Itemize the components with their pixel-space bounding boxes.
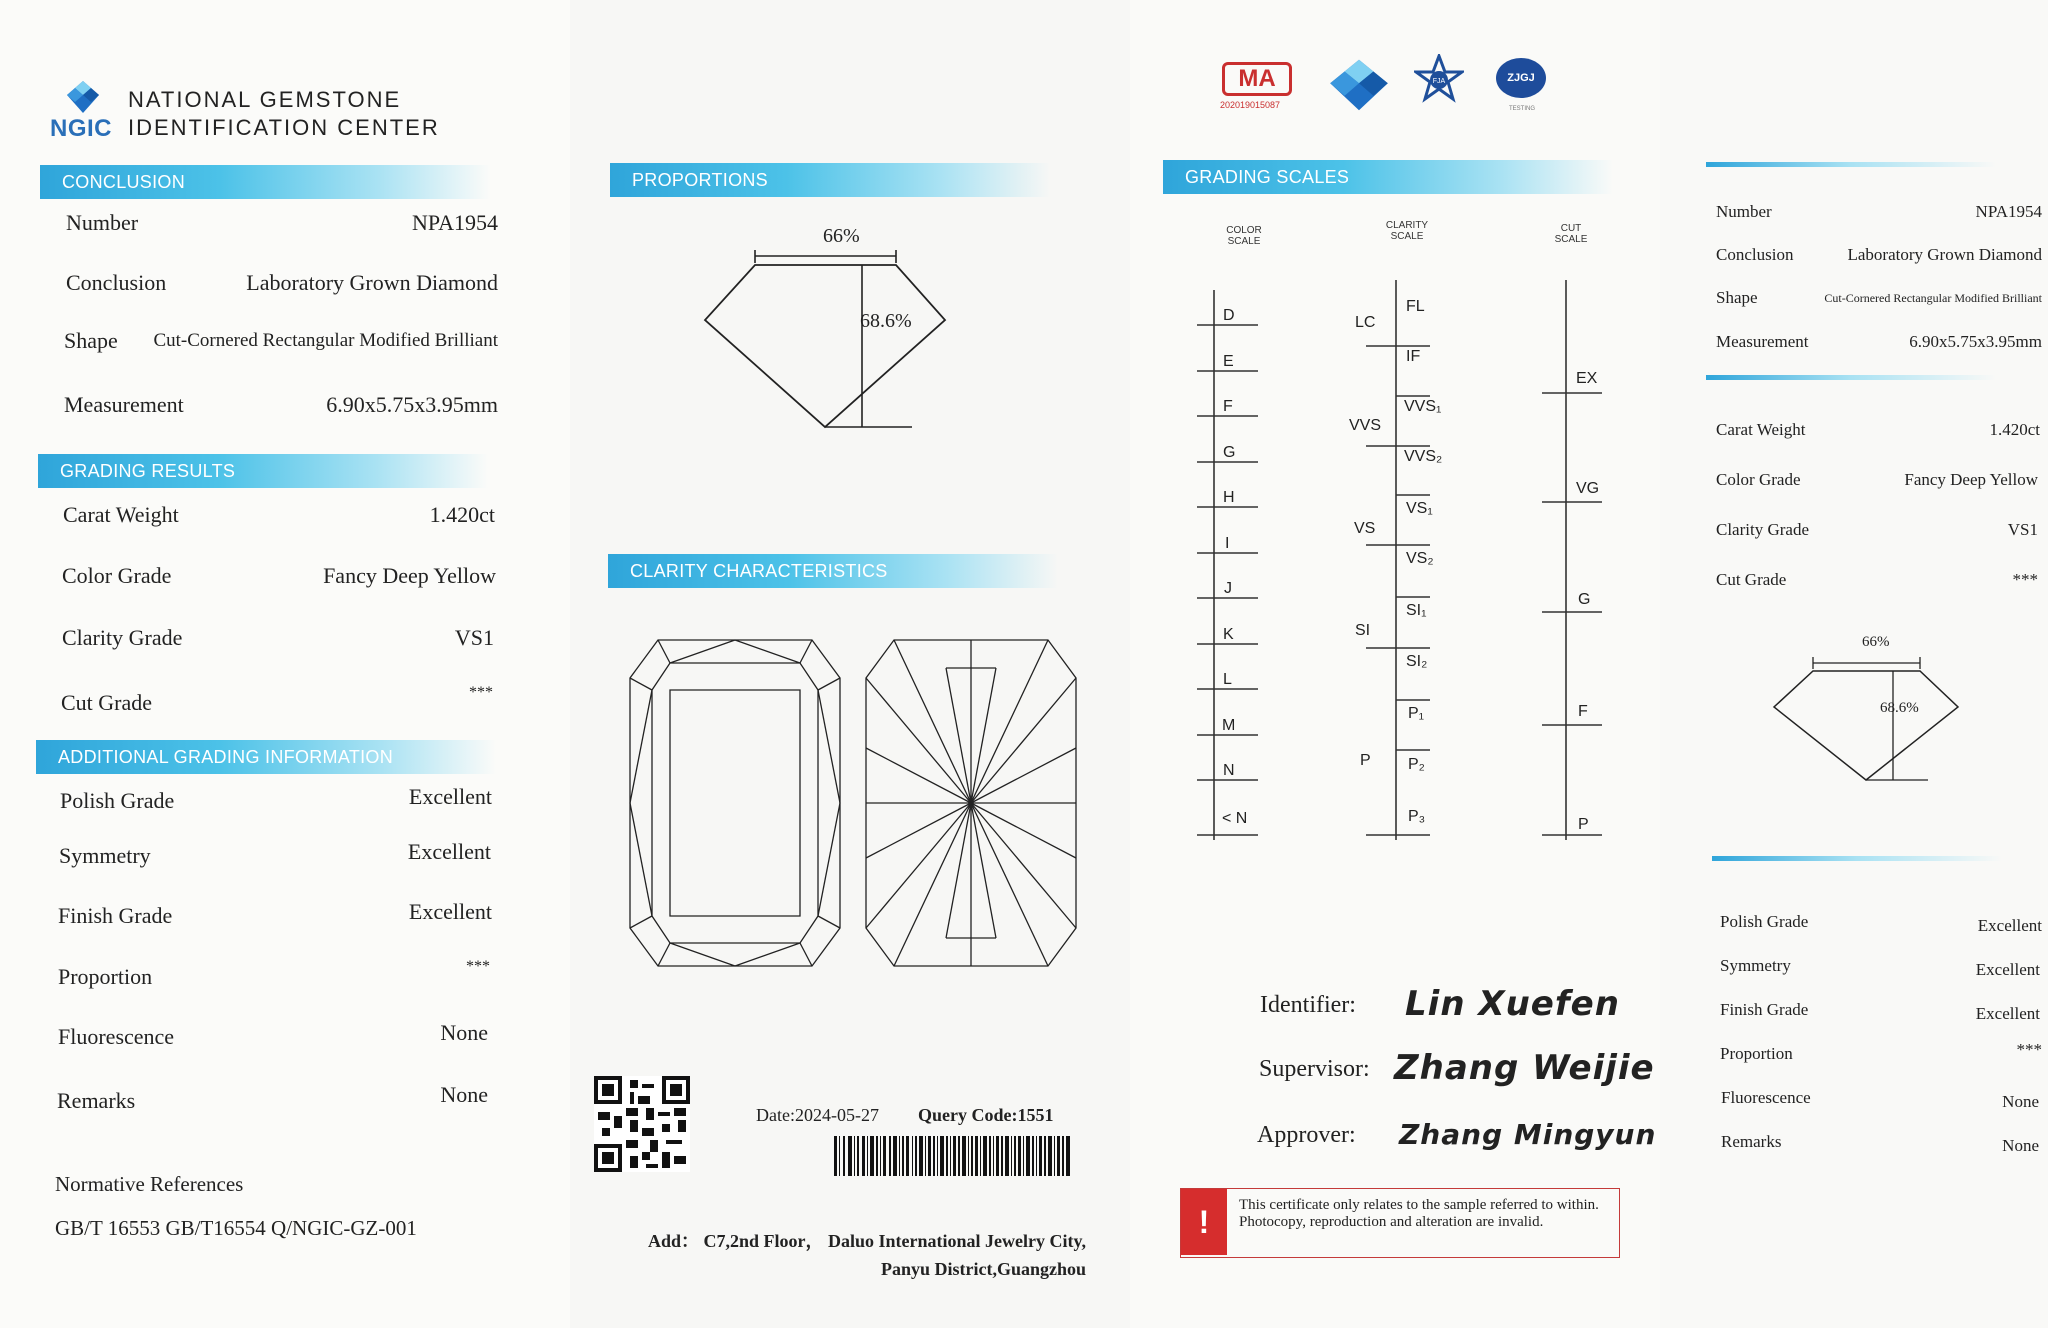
table-percent-label: 66% [823,225,860,247]
color-scale-label: I [1225,535,1230,552]
color-scale-label: K [1223,626,1234,643]
clarity-scale-title [1372,220,1442,242]
row-value: 1.420ct [429,502,495,527]
logo-line-2: IDENTIFICATION CENTER [128,115,440,140]
row-label: Shape [64,328,118,353]
clarity-scale-label: VS₂ [1406,550,1434,567]
row-label: Number [1716,202,1772,221]
color-scale-label: N [1223,762,1235,779]
row-label: Remarks [57,1088,136,1113]
color-scale-label: < N [1222,810,1248,827]
title-line: SCALE [1390,231,1424,242]
zjgj-sub: TESTING [1508,106,1535,112]
color-scale-label: G [1223,444,1236,461]
signature-label: Supervisor: [1259,1056,1370,1082]
disclaimer-text: This certificate only relates to the sample referred to within. Photocopy, reproduction and alteration are invalid. [1239,1197,1599,1230]
title-line: SCALE [1554,234,1588,245]
row-label: Number [66,210,139,235]
row-value: Excellent [1977,916,2042,935]
row-value: Excellent [407,839,491,864]
row-value: Fancy Deep Yellow [1904,470,2038,489]
row-value: VS1 [454,625,494,650]
title-line: COLOR [1226,225,1262,236]
zjgj-icon: ZJGJ [1496,58,1546,98]
diamond-logo-icon [1328,58,1390,112]
color-scale-label: L [1223,671,1232,688]
grading-scales-diagram [1130,270,1660,850]
fja-star-icon [1414,54,1464,104]
row-label: Fluorescence [58,1024,175,1049]
additional-info-banner: ADDITIONAL GRADING INFORMATION [36,740,496,774]
address-line-2: Panyu District,Guangzhou [880,1259,1086,1279]
row-value: *** [466,958,490,975]
logo-line-1: NATIONAL GEMSTONE [128,87,402,112]
supervisor-row [1259,1048,1655,1088]
approver-row [1257,1118,1657,1151]
row-value: Cut-Cornered Rectangular Modified Brilliant [1824,291,2042,305]
address-line-1: Add： C7,2nd Floor， Daluo International Jewelry City, [647,1231,1086,1251]
title-line: CLARITY [1385,220,1429,231]
row-value: 1.420ct [1989,420,2040,439]
report-panel-diagrams [570,0,1130,1328]
grading-scales-banner: GRADING SCALES [1163,160,1613,194]
row-value: *** [2016,1040,2042,1059]
query-code: Query Code:1551 [918,1105,1054,1125]
color-scale-label: E [1223,353,1234,370]
row-value: Excellent [408,784,492,809]
clarity-characteristics-banner: CLARITY CHARACTERISTICS [608,554,1058,588]
divider [1706,375,1996,380]
clarity-scale-label: IF [1406,348,1421,365]
divider [1706,162,1996,167]
row-label: Proportion [58,964,153,989]
row-value: Laboratory Grown Diamond [246,270,498,295]
row-value: Fancy Deep Yellow [323,563,496,588]
proportions-banner: PROPORTIONS [610,163,1050,197]
clarity-group-label: P [1360,752,1371,769]
report-panel-scales [1130,0,1660,1328]
approver-signature: Zhang Mingyun [1399,1118,1657,1151]
title-line: SCALE [1227,236,1261,247]
clarity-scale-label: P₁ [1408,705,1425,722]
depth-percent-label: 68.6% [860,310,912,332]
conclusion-banner: CONCLUSION [40,165,490,199]
row-value: 6.90x5.75x3.95mm [1909,332,2042,351]
row-label: Cut Grade [1716,570,1787,589]
signature-label: Identifier: [1260,992,1356,1018]
grading-results-banner: GRADING RESULTS [38,454,488,488]
color-scale-label: M [1222,717,1236,734]
row-value: NPA1954 [412,210,498,235]
row-label: Proportion [1720,1044,1793,1063]
title-line: CUT [1560,223,1582,234]
normative-references-title: Normative References [55,1172,244,1196]
cut-scale-title [1546,223,1596,245]
row-value: None [440,1082,488,1107]
supervisor-signature: Zhang Weijie [1394,1048,1655,1088]
clarity-scale-label: VVS₂ [1404,448,1443,465]
clarity-scale-label: P₃ [1408,808,1426,825]
identifier-row [1260,984,1620,1024]
row-value: VS1 [2007,520,2038,539]
row-label: Color Grade [1716,470,1801,489]
row-label: Color Grade [62,563,172,588]
row-label: Carat Weight [1716,420,1806,439]
row-value: Cut-Cornered Rectangular Modified Brilliant [153,330,498,351]
row-label: Clarity Grade [62,625,183,650]
row-label: Measurement [64,392,184,417]
qr-code-icon [594,1076,690,1172]
identifier-signature: Lin Xuefen [1405,984,1620,1024]
clarity-scale-label: SI₂ [1406,653,1428,670]
clarity-scale-label: VS₁ [1406,500,1433,517]
row-label: Conclusion [1716,245,1794,264]
row-value: None [440,1020,488,1045]
row-label: Clarity Grade [1716,520,1809,539]
cut-scale-label: G [1578,591,1591,608]
clarity-group-label: SI [1355,622,1371,639]
normative-references-list: GB/T 16553 GB/T16554 Q/NGIC-GZ-001 [55,1216,417,1240]
report-panel-main [0,0,570,1328]
report-panel-summary [1660,0,2048,1328]
clarity-group-label: LC [1355,314,1376,331]
row-label: Polish Grade [60,788,175,813]
row-label: Finish Grade [58,903,173,928]
row-label: Symmetry [59,843,151,868]
row-label: Conclusion [66,270,167,295]
row-value: Excellent [1975,1004,2040,1023]
clarity-scale-label: VVS₁ [1404,398,1442,415]
cut-scale-label: VG [1576,480,1600,497]
row-value: *** [2012,570,2038,589]
row-label: Remarks [1721,1132,1782,1151]
report-date: Date:2024-05-27 [756,1105,879,1125]
fja-label: FJA [1432,78,1446,85]
clarity-group-label: VVS [1349,417,1382,434]
row-label: Symmetry [1720,956,1791,975]
cma-mark [1222,62,1294,110]
zjgj-mark [1496,58,1548,120]
cut-scale-label: P [1578,816,1589,833]
clarity-scale-label: P₂ [1408,756,1425,773]
diamond-logo-icon [66,80,100,114]
color-scale-label: D [1223,307,1235,324]
divider [1712,856,2002,861]
row-value: Laboratory Grown Diamond [1847,245,2042,264]
row-label: Carat Weight [63,502,179,527]
clarity-scale-label: SI₁ [1406,602,1427,619]
color-scale-title [1214,225,1274,247]
clarity-scale-label: FL [1406,298,1425,315]
row-label: Fluorescence [1721,1088,1811,1107]
row-value: *** [469,684,493,701]
row-value: Excellent [408,899,492,924]
row-label: Shape [1716,288,1758,307]
summary-depth-percent: 68.6% [1880,700,1919,716]
row-label: Polish Grade [1720,912,1809,931]
warning-icon: ! [1181,1189,1227,1255]
summary-proportion-diagram [1760,655,2010,785]
logo-abbr: NGIC [50,115,112,142]
signature-label: Approver: [1257,1122,1356,1148]
row-value: None [2002,1092,2039,1111]
cut-scale-label: EX [1576,370,1598,387]
row-label: Cut Grade [61,690,153,715]
cut-scale-label: F [1578,703,1588,720]
color-scale-label: F [1223,398,1233,415]
barcode-icon [834,1136,1074,1178]
row-value: NPA1954 [1975,202,2042,221]
proportion-diagram [680,225,1000,435]
clarity-plot-diagram [620,638,1080,974]
cma-icon: MA [1222,62,1292,96]
row-value: 6.90x5.75x3.95mm [326,392,498,417]
color-scale-label: H [1223,489,1235,506]
clarity-group-label: VS [1354,520,1376,537]
row-value: None [2002,1136,2039,1155]
row-value: Excellent [1975,960,2040,979]
color-scale-label: J [1224,580,1232,597]
row-label: Measurement [1716,332,1809,351]
cma-number: 202019015087 [1220,100,1281,110]
disclaimer-notice [1180,1188,1620,1258]
row-label: Finish Grade [1720,1000,1809,1019]
summary-table-percent: 66% [1862,634,1890,650]
